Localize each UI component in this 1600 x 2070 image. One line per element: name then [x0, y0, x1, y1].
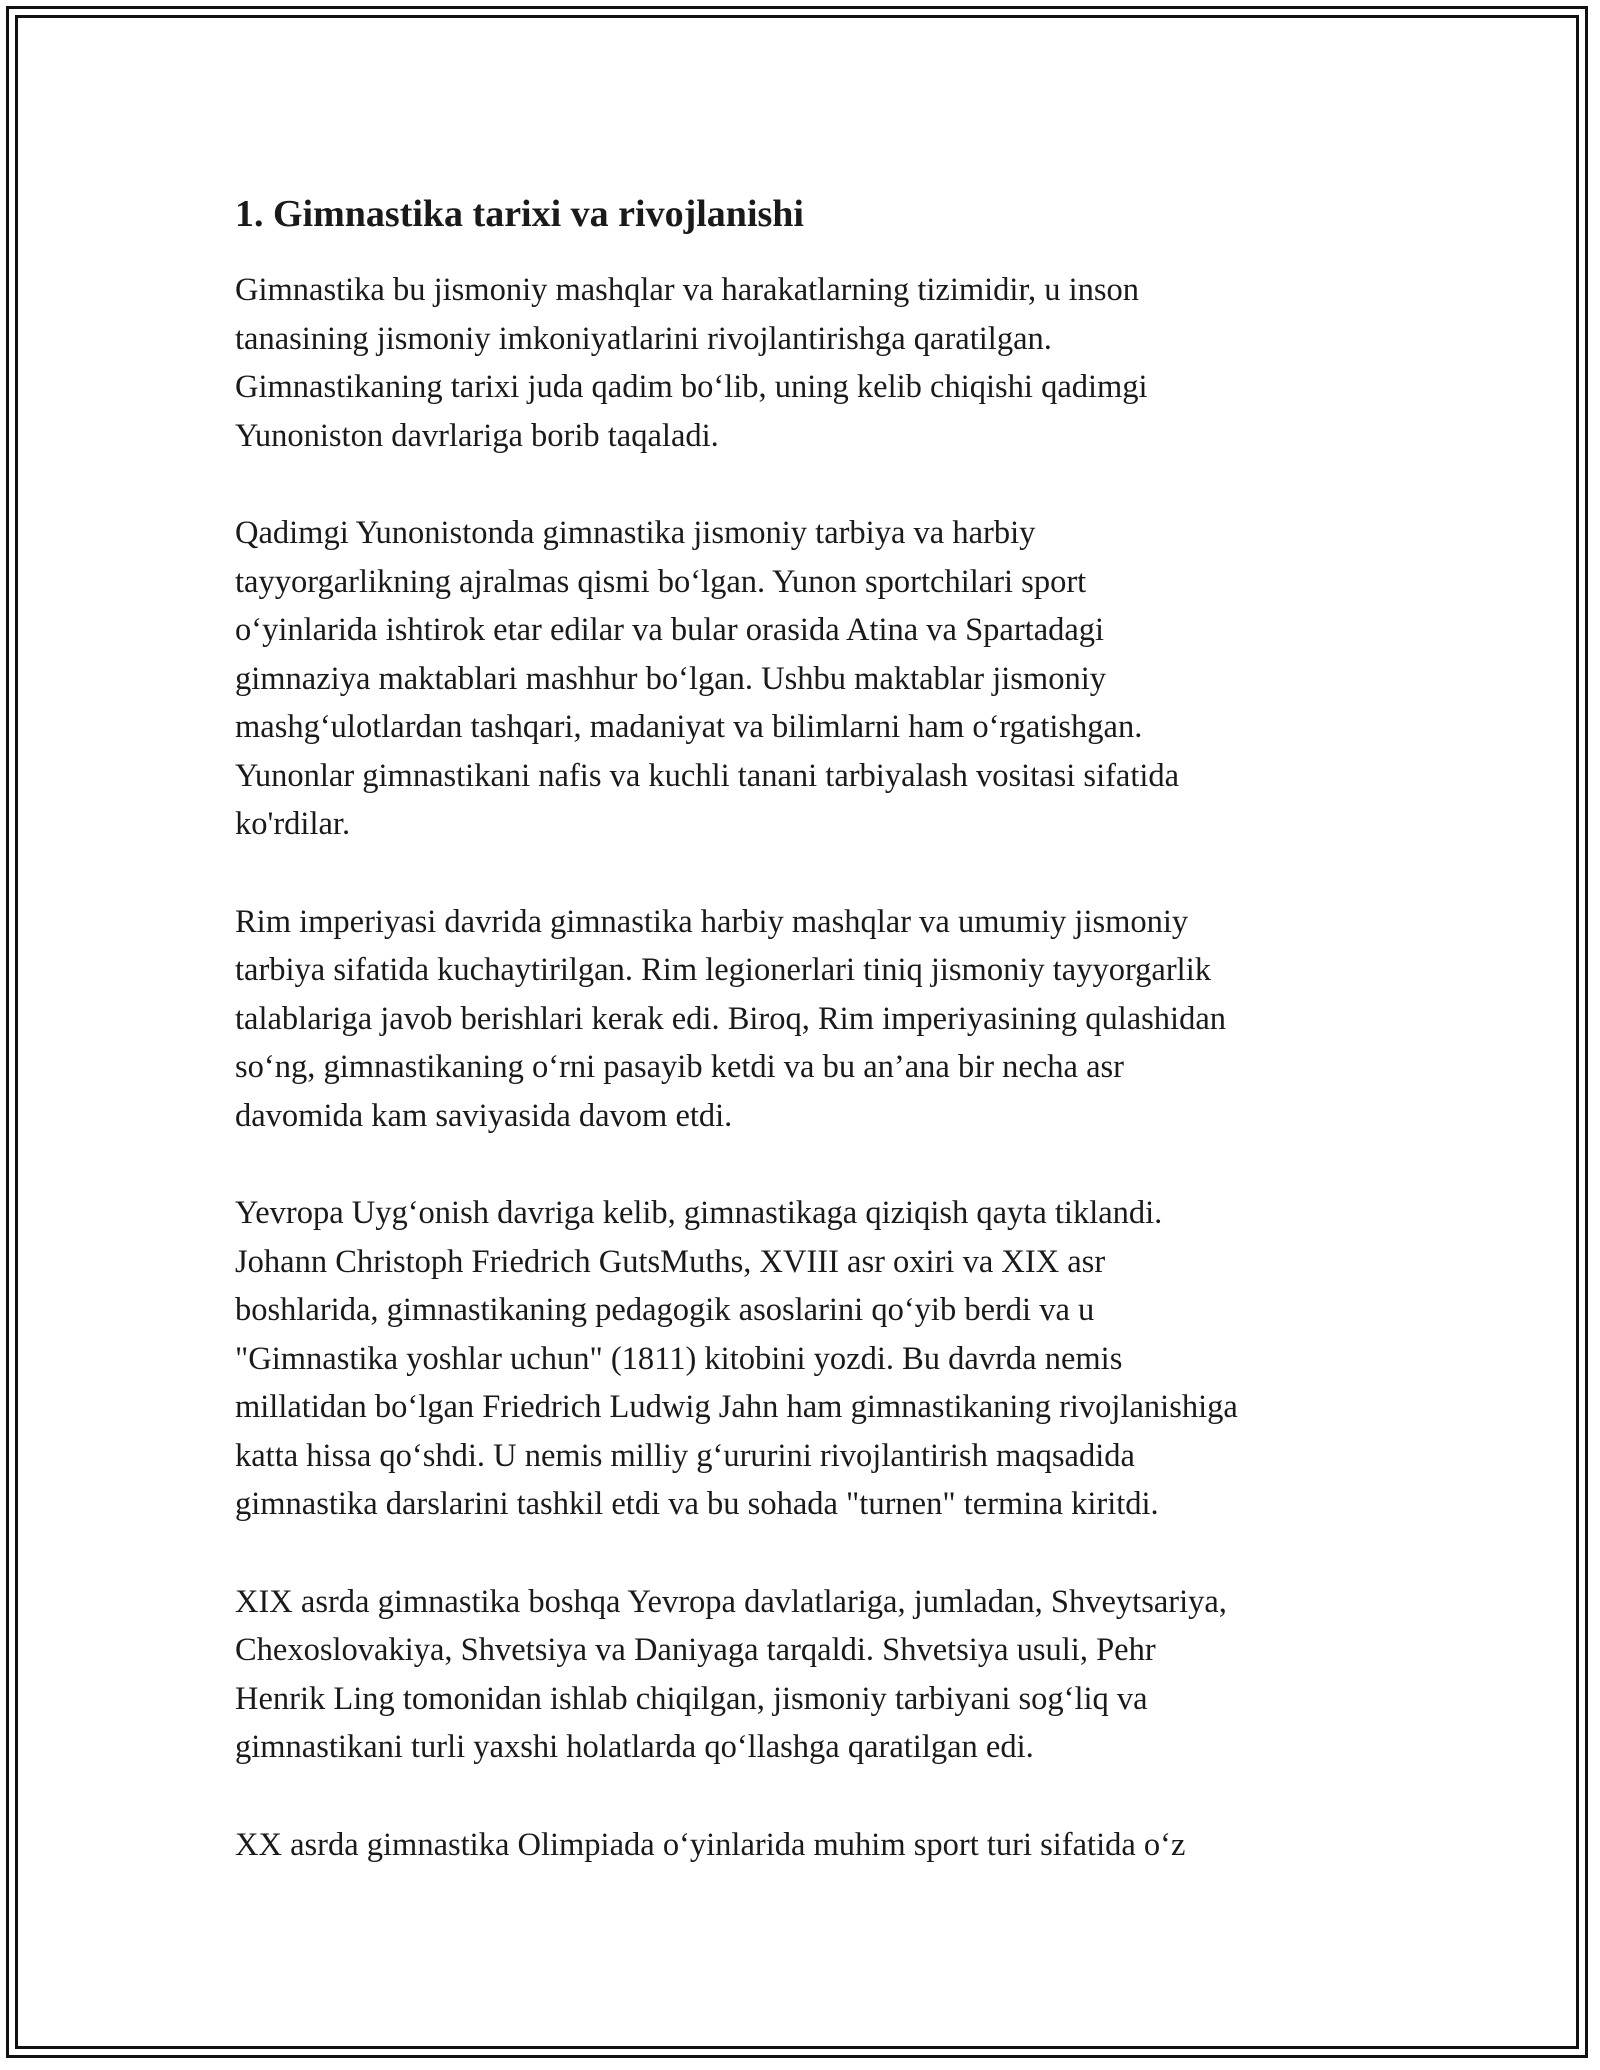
- text-line: tarbiya sifatida kuchaytirilgan. Rim legionerlari tiniq jismoniy tayyorgarlik: [235, 952, 1211, 988]
- text-line: o‘yinlarida ishtirok etar edilar va bular orasida Atina va Spartadagi: [235, 612, 1105, 648]
- text-line: Yunonlar gimnastikani nafis va kuchli tanani tarbiyalash vositasi sifatida: [235, 757, 1180, 794]
- text-line: gimnaziya maktablari mashhur bo‘lgan. Ushbu maktablar jismoniy: [235, 660, 1106, 697]
- text-line: Gimnastika bu jismoniy mashqlar va harakatlarning tizimidir, u inson: [235, 272, 1140, 308]
- text-line: Rim imperiyasi davrida gimnastika harbiy mashqlar va umumiy jismoniy: [235, 903, 1189, 940]
- text-line: Yevropa Uyg‘onish davriga kelib, gimnastikaga qiziqish qayta tiklandi.: [235, 1195, 1163, 1231]
- paragraph-5: [235, 1578, 1385, 1772]
- text-line: XX asrda gimnastika Olimpiada o‘yinlarida muhim sport turi sifatida o‘z: [235, 1826, 1186, 1863]
- paragraph-2: [235, 509, 1385, 849]
- paragraph-3: [235, 898, 1385, 1141]
- text-line: millatidan bo‘lgan Friedrich Ludwig Jahn ham gimnastikaning rivojlanishiga: [235, 1389, 1238, 1425]
- paragraph-1: [235, 266, 1385, 460]
- text-line: talablariga javob berishlari kerak edi. Biroq, Rim imperiyasining qulashidan: [235, 1000, 1226, 1037]
- text-line: mashg‘ulotlardan tashqari, madaniyat va bilimlarni ham o‘rgatishgan.: [235, 709, 1143, 745]
- text-line: gimnastikani turli yaxshi holatlarda qo‘llashga qaratilgan edi.: [235, 1729, 1034, 1765]
- text-line: ko'rdilar.: [235, 806, 351, 842]
- text-line: boshlarida, gimnastikaning pedagogik asoslarini qo‘yib berdi va u: [235, 1292, 1095, 1328]
- paragraph-6: [235, 1821, 1385, 1870]
- text-line: gimnastika darslarini tashkil etdi va bu sohada "turnen" termina kiritdi.: [235, 1486, 1159, 1522]
- document-body: [235, 266, 1385, 1918]
- text-line: tayyorgarlikning ajralmas qismi bo‘lgan. Yunon sportchilari sport: [235, 563, 1087, 600]
- text-line: Yunoniston davrlariga borib taqaladi.: [235, 417, 719, 454]
- paragraph-4: [235, 1189, 1385, 1529]
- text-line: Gimnastikaning tarixi juda qadim bo‘lib, uning kelib chiqishi qadimgi: [235, 369, 1148, 405]
- text-line: katta hissa qo‘shdi. U nemis milliy g‘ururini rivojlantirish maqsadida: [235, 1437, 1135, 1474]
- text-line: so‘ng, gimnastikaning o‘rni pasayib ketdi va bu an’ana bir necha asr: [235, 1049, 1124, 1085]
- text-line: davomida kam saviyasida davom etdi.: [235, 1097, 733, 1134]
- text-line: Chexoslovakiya, Shvetsiya va Daniyaga tarqaldi. Shvetsiya usuli, Pehr: [235, 1632, 1156, 1668]
- text-line: Johann Christoph Friedrich GutsMuths, XVIII asr oxiri va XIX asr: [235, 1243, 1106, 1280]
- text-line: Qadimgi Yunonistonda gimnastika jismoniy tarbiya va harbiy: [235, 515, 1036, 551]
- text-line: Henrik Ling tomonidan ishlab chiqilgan, jismoniy tarbiyani sog‘liq va: [235, 1680, 1148, 1717]
- document-title: 1. Gimnastika tarixi va rivojlanishi: [235, 193, 804, 235]
- text-line: XIX asrda gimnastika boshqa Yevropa davlatlariga, jumladan, Shveytsariya,: [235, 1583, 1227, 1620]
- document-content: [235, 186, 1385, 1863]
- text-line: "Gimnastika yoshlar uchun" (1811) kitobini yozdi. Bu davrda nemis: [235, 1340, 1123, 1377]
- text-line: tanasining jismoniy imkoniyatlarini rivojlantirishga qaratilgan.: [235, 320, 1052, 357]
